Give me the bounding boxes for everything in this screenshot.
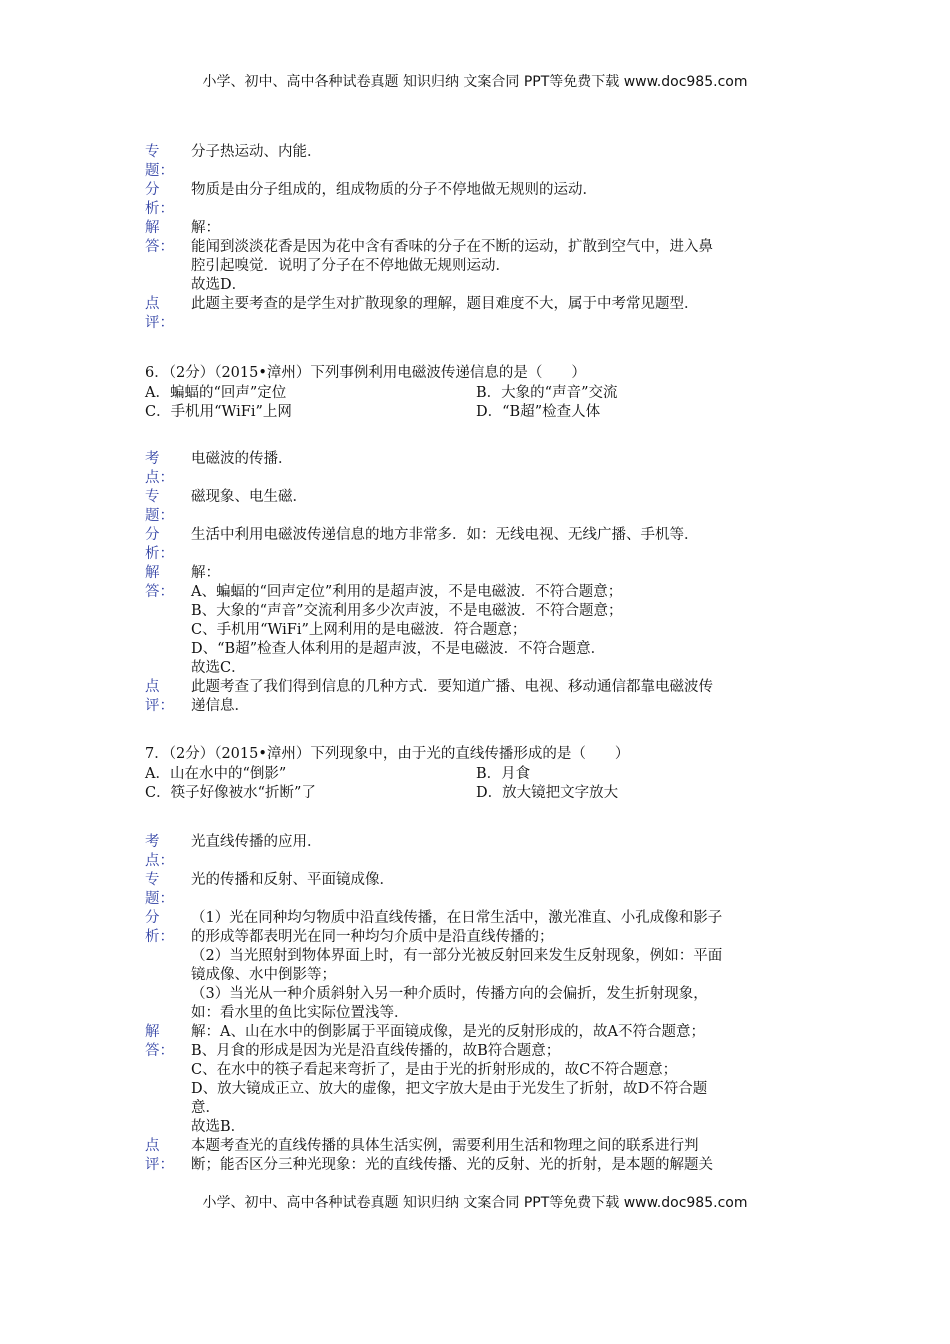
q6-fenxi: 分 析： 生活中利用电磁波传递信息的地方非常多．如：无线电视、无线广播、手机等． [145, 527, 699, 562]
q7-jieda: 解 答： 解：A、山在水中的倒影属于平面镜成像，是光的反射形成的，故A不符合题意； B、月食的形成是因为光是沿直线传播的，故B符合题意； C、在水中的筷子看起来弯折了，是由于光的折射形成的，故C不符合题意； D、放大镜成正立、放大的虚像，把文字放大是由于光发生了折射，故D不符合题 意． 故选B． [145, 1024, 708, 1135]
label-zhuanti: 专 题： [145, 144, 174, 179]
q6-zhuanti: 专 题： 磁现象、电生磁． [145, 489, 307, 524]
option: B．大象的“声音”交流 [476, 384, 618, 401]
label-jieda: 解 答： [145, 565, 174, 600]
q5-dianping: 点 评： 此题主要考查的是学生对扩散现象的理解，题目难度不大，属于中考常见题型． [145, 296, 699, 331]
q7-dianping: 点 评： 本题考查光的直线传播的具体生活实例，需要利用生活和物理之间的联系进行判 断；能否区分三种光现象：光的直线传播、光的反射、光的折射，是本题的解题关 [145, 1138, 713, 1173]
label-dianping: 点 评： [145, 1138, 174, 1173]
q6-analysis [145, 450, 810, 716]
q7-zhuanti: 专 题： 光的传播和反射、平面镜成像． [145, 872, 394, 907]
q7-stem-block [145, 745, 825, 804]
option: A．山在水中的“倒影” [145, 765, 287, 782]
label-zhuanti: 专 题： [145, 872, 174, 907]
option: C．筷子好像被水“折断”了 [145, 785, 316, 801]
q7-kaodian: 考 点： 光直线传播的应用． [145, 834, 322, 869]
q6-stem: 6．（2分）（2015•漳州）下列事例利用电磁波传递信息的是（ ） [145, 365, 586, 381]
q5-jieda: 解 答： 解： 能闻到淡淡花香是因为花中含有香味的分子在不断的运动，扩散到空气中，进入鼻 腔引起嗅觉．说明了分子在不停地做无规则运动． 故选D． [145, 220, 713, 293]
q7-stem: 7．（2分）（2015•漳州）下列现象中，由于光的直线传播形成的是（ ） [145, 746, 630, 762]
option: B．月食 [476, 765, 531, 782]
page-header: 小学、初中、高中各种试卷真题 知识归纳 文案合同 PPT等免费下载 www.doc985.com [202, 74, 748, 90]
label-fenxi: 分 析： [145, 910, 174, 945]
label-kaodian: 考 点： [145, 451, 174, 486]
q7-options [145, 765, 825, 804]
label-jieda: 解 答： [145, 1024, 174, 1059]
label-zhuanti: 专 题： [145, 489, 174, 524]
q6-options [145, 384, 825, 423]
option: D．“B超”检查人体 [476, 404, 601, 420]
q5-zhuanti: 专 题： 分子热运动、内能． [145, 144, 322, 179]
q6-dianping: 点 评： 此题考查了我们得到信息的几种方式．要知道广播、电视、移动通信都靠电磁波传 递信息． [145, 679, 713, 714]
label-fenxi: 分 析： [145, 527, 174, 562]
option: A．蝙蝠的“回声”定位 [145, 384, 287, 401]
q7-fenxi: 分 析： （1）光在同种均匀物质中沿直线传播，在日常生活中，激光准直、小孔成像和影子 的形成等都表明光在同一种均匀介质中是沿直线传播的； （2）当光照射到物体界面上时，有一部分光被反射回来发生反射现象，例如：平面 镜成像、水中倒影等； （3）当光从一种介质斜射入另一种介质时，传播方向的会偏折，发生折射现象， 如：看水里的鱼比实际位置浅等． [145, 910, 723, 1021]
q6-stem-block [145, 364, 825, 423]
q6-jieda: 解 答： 解： A、蝙蝠的“回声定位”利用的是超声波，不是电磁波．不符合题意； B、大象的“声音”交流利用多少次声波，不是电磁波．不符合题意； C、手机用“WiFi”上网利用的是电磁波．符合题意； D、“B超”检查人体利用的是超声波，不是电磁波．不符合题意． 故选C． [145, 565, 623, 676]
label-dianping: 点 评： [145, 679, 174, 714]
label-fenxi: 分 析： [145, 182, 174, 217]
label-jieda: 解 答： [145, 220, 174, 255]
q5-analysis [145, 143, 810, 333]
q6-kaodian: 考 点： 电磁波的传播． [145, 451, 293, 486]
option: D．放大镜把文字放大 [476, 785, 619, 801]
option: C．手机用“WiFi”上网 [145, 404, 292, 420]
label-kaodian: 考 点： [145, 834, 174, 869]
page-footer: 小学、初中、高中各种试卷真题 知识归纳 文案合同 PPT等免费下载 www.doc985.com [202, 1195, 748, 1211]
label-dianping: 点 评： [145, 296, 174, 331]
q7-analysis [145, 833, 810, 1175]
q5-fenxi: 分 析： 物质是由分子组成的，组成物质的分子不停地做无规则的运动． [145, 182, 597, 217]
